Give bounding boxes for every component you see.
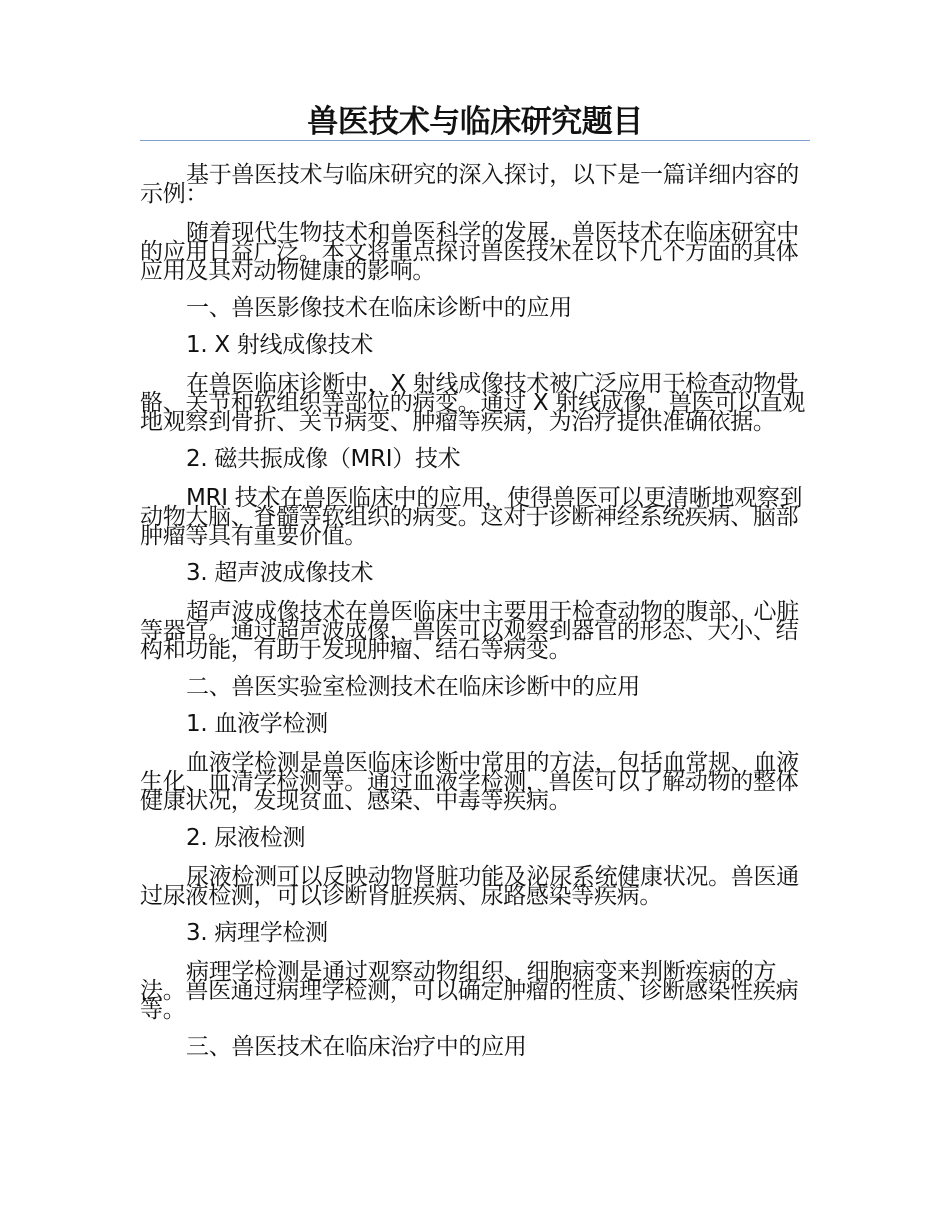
document-body [140, 152, 810, 1060]
section-heading-1: 一、兽医影像技术在临床诊断中的应用 [186, 295, 572, 321]
paragraph-xray: 在兽医临床诊断中，X 射线成像技术被广泛应用于检查动物骨骼、关节和软组织等部位的病变。通过 X 射线成像，兽医可以直观地观察到骨折、关节病变、肿瘤等疾病，为治疗提供准确依据。 [140, 371, 806, 435]
subheading-mri: 2. 磁共振成像（MRI）技术 [186, 446, 461, 472]
intro-paragraph-2: 随着现代生物技术和兽医科学的发展，兽医技术在临床研究中的应用日益广泛。本文将重点探讨兽医技术在以下几个方面的具体应用及其对动物健康的影响。 [140, 220, 799, 284]
subheading-blood: 1. 血液学检测 [186, 711, 328, 737]
paragraph-urine: 尿液检测可以反映动物肾脏功能及泌尿系统健康状况。兽医通过尿液检测，可以诊断肾脏疾病、尿路感染等疾病。 [140, 864, 799, 909]
intro-paragraph: 基于兽医技术与临床研究的深入探讨，以下是一篇详细内容的示例： [140, 162, 799, 207]
paragraph-blood: 血液学检测是兽医临床诊断中常用的方法，包括血常规、血液生化、血清学检测等。通过血液学检测，兽医可以了解动物的整体健康状况，发现贫血、感染、中毒等疾病。 [140, 750, 799, 814]
section-heading-2: 二、兽医实验室检测技术在临床诊断中的应用 [186, 674, 641, 700]
subheading-ultrasound: 3. 超声波成像技术 [186, 560, 374, 586]
subheading-urine: 2. 尿液检测 [186, 825, 306, 851]
paragraph-mri: MRI 技术在兽医临床中的应用，使得兽医可以更清晰地观察到动物大脑、脊髓等软组织的病变。这对于诊断神经系统疾病、脑部肿瘤等具有重要价值。 [140, 485, 803, 549]
paragraph-ultrasound: 超声波成像技术在兽医临床中主要用于检查动物的腹部、心脏等器官。通过超声波成像，兽医可以观察到器官的形态、大小、结构和功能，有助于发现肿瘤、结石等病变。 [140, 599, 799, 663]
document-title: 兽医技术与临床研究题目 [307, 104, 643, 140]
section-heading-3: 三、兽医技术在临床治疗中的应用 [186, 1034, 527, 1060]
subheading-xray: 1. X 射线成像技术 [186, 332, 374, 358]
title-underline [140, 140, 810, 141]
subheading-pathology: 3. 病理学检测 [186, 920, 328, 946]
paragraph-pathology: 病理学检测是通过观察动物组织、细胞病变来判断疾病的方法。兽医通过病理学检测，可以确定肿瘤的性质、诊断感染性疾病等。 [140, 959, 799, 1023]
